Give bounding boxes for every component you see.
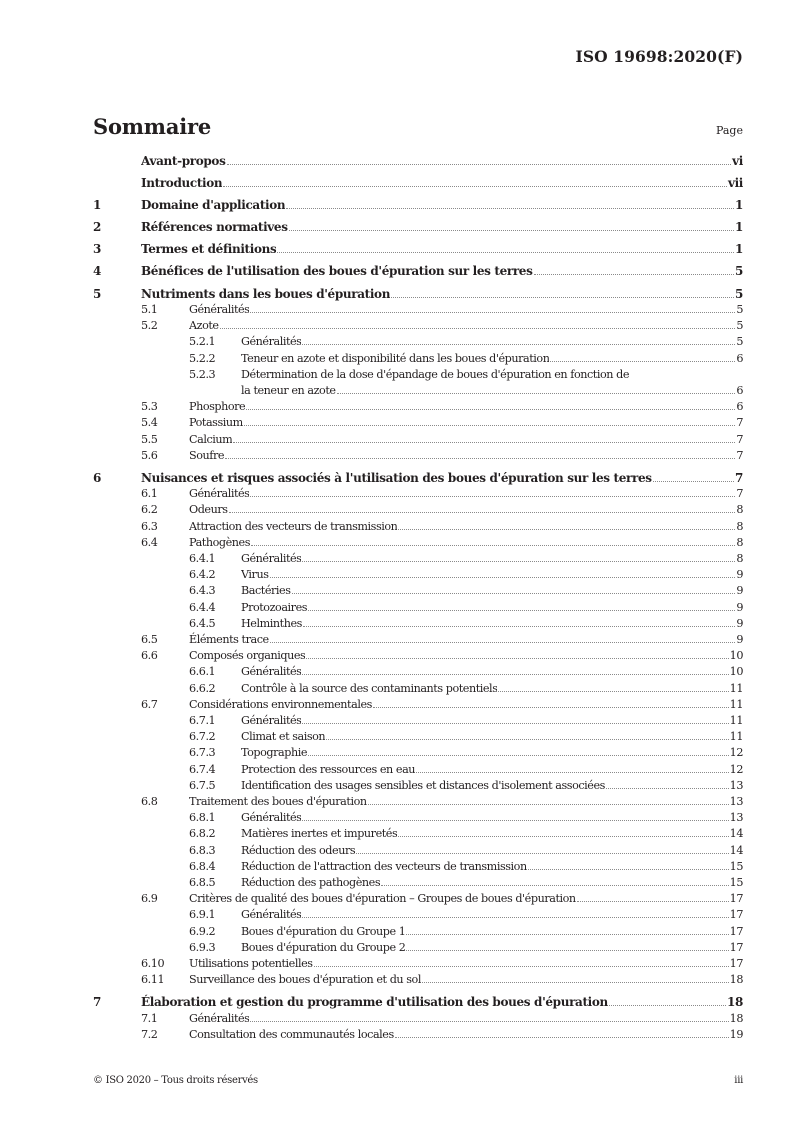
page-footer [93,1075,743,1086]
toc-entry[interactable] [93,351,743,367]
dot-leader [302,917,728,918]
toc-entry-label[interactable]: Pathogènes [189,535,250,549]
toc-entry-label[interactable]: Domaine d'application [141,198,286,213]
toc-entry[interactable] [93,664,743,680]
toc-entry-number: 6.9.3 [189,940,216,954]
toc-entry-label[interactable]: Contrôle à la source des contaminants potentiels [241,681,498,695]
toc-entry[interactable] [93,415,743,431]
toc-entry-label[interactable]: Soufre [189,448,225,462]
toc-entry[interactable] [93,729,743,745]
toc-entry-number: 7.2 [141,1027,158,1041]
toc-entry-label[interactable]: Élaboration et gestion du programme d'utilisation des boues d'épuration [141,995,608,1010]
dot-leader [250,312,735,313]
toc-entry-label[interactable]: Réduction des odeurs [241,843,356,857]
toc-entry-page[interactable]: 6 [736,400,743,414]
toc-entry[interactable] [93,875,743,891]
toc-entry-number: 6.5 [141,633,158,647]
toc-entry[interactable] [93,197,743,214]
dot-leader [270,577,736,578]
toc-entry-number: 4 [93,264,101,279]
toc-entry-number: 5.2.2 [189,351,216,365]
toc-entry-page[interactable]: 17 [729,908,743,922]
toc-entry-page[interactable]: 9 [736,568,743,582]
toc-entry-page[interactable]: 14 [729,827,743,841]
toc-entry[interactable] [93,940,743,956]
toc-entry-label[interactable]: Consultation des communautés locales [189,1027,394,1041]
toc-entry-label[interactable]: Généralités [241,335,302,349]
toc-entry-label[interactable]: Détermination de la dose d'épandage de boues d'épuration en fonction de [241,367,630,381]
toc-entry-page[interactable]: 1 [735,242,743,257]
toc-entry-page[interactable]: 1 [735,198,743,213]
toc-entry-page[interactable]: 9 [736,584,743,598]
toc-entry[interactable] [93,567,743,583]
toc-entry[interactable] [93,632,743,648]
toc-entry-number: 5.1 [141,303,158,317]
toc-entry-page[interactable]: 18 [729,1011,743,1025]
toc-entry-number: 6.7 [141,697,158,711]
toc-entry-page[interactable]: 19 [729,1027,743,1041]
toc-entry-number: 6.7.1 [189,714,216,728]
dot-leader [289,230,734,231]
toc-entry-page[interactable]: 15 [729,876,743,890]
dot-leader [577,901,729,902]
toc-entry[interactable] [93,241,743,258]
toc-entry-label[interactable]: Considérations environnementales [189,697,372,711]
toc-entry-page[interactable]: 9 [736,600,743,614]
toc-entry-number: 6.4.4 [189,600,216,614]
toc-entry-number: 6.4.2 [189,568,216,582]
toc-entry[interactable] [93,648,743,664]
toc-entry[interactable] [93,399,743,415]
toc-entry-label[interactable]: Nutriments dans les boues d'épuration [141,286,391,301]
dot-leader [302,674,728,675]
dot-leader [286,208,734,209]
toc-entry-page[interactable]: 12 [729,746,743,760]
toc-title-row [93,114,743,139]
toc-entry-label[interactable]: Boues d'épuration du Groupe 1 [241,924,406,938]
toc-entry[interactable] [93,583,743,599]
dot-leader [302,723,728,724]
toc-entry-label[interactable]: Généralités [189,303,250,317]
toc-entry[interactable] [93,470,743,487]
toc-entry-page[interactable]: 5 [735,286,743,301]
dot-leader [302,344,735,345]
toc-entry-page[interactable]: 5 [736,319,743,333]
toc-entry-number: 6.7.4 [189,762,216,776]
toc-entry-label[interactable]: Helminthes [241,616,302,630]
dot-leader [292,593,736,594]
toc-entry-number: 7.1 [141,1011,158,1025]
toc-entry-page[interactable]: 12 [729,762,743,776]
toc-entry-number: 6.9.2 [189,924,216,938]
toc-entry-page[interactable]: 9 [736,633,743,647]
toc-entry-page[interactable]: 5 [736,303,743,317]
dot-leader [368,804,729,805]
toc-entry-page[interactable]: 10 [729,665,743,679]
toc-entry-label[interactable]: Termes et définitions [141,242,277,257]
dot-leader [303,626,735,627]
toc-entry-number: 7 [93,995,101,1010]
toc-entry-number: 5 [93,286,101,301]
dot-leader [227,164,732,165]
toc-entry-label[interactable]: Traitement des boues d'épuration [189,795,367,809]
toc-entry[interactable] [93,1027,743,1043]
toc-entry[interactable] [93,713,743,729]
toc-entry-page[interactable]: 13 [729,795,743,809]
toc-entry-number: 6.9 [141,892,158,906]
toc-entry-label[interactable]: Attraction des vecteurs de transmission [189,519,398,533]
toc-entry-label[interactable]: Azote [189,319,219,333]
toc-entry-page[interactable]: 8 [736,519,743,533]
toc-entry-number: 6.7.3 [189,746,216,760]
toc-entry[interactable] [93,175,743,192]
toc-entry[interactable] [93,616,743,632]
page-column-label: Page [715,124,743,137]
toc-entry-number: 6.7.5 [189,778,216,792]
table-of-contents [93,153,743,1043]
toc-entry-label[interactable]: Protection des ressources en eau [241,762,416,776]
toc-entry-label[interactable]: Utilisations potentielles [189,957,313,971]
toc-entry-page[interactable]: vii [727,176,743,191]
toc-entry-page[interactable]: 17 [729,892,743,906]
dot-leader [606,788,729,789]
toc-entry-label[interactable]: Réduction des pathogènes [241,876,381,890]
toc-entry-number: 6.9.1 [189,908,216,922]
dot-leader [528,869,729,870]
toc-entry-number: 5.3 [141,400,158,414]
toc-entry-number: 6.3 [141,519,158,533]
dot-leader [250,496,735,497]
toc-entry[interactable] [93,697,743,713]
toc-entry-page[interactable]: 17 [729,957,743,971]
toc-entry-label[interactable]: Identification des usages sensibles et distances d'isolement associées [241,778,605,792]
toc-entry[interactable] [93,681,743,697]
toc-entry[interactable] [93,551,743,567]
toc-entry-label[interactable]: Climat et saison [241,730,326,744]
dot-leader [416,772,729,773]
dot-leader [223,186,727,187]
toc-entry[interactable] [93,810,743,826]
toc-entry-number: 5.5 [141,432,158,446]
toc-entry[interactable] [93,334,743,350]
document-id: ISO 19698:2020(F) [575,47,743,66]
toc-entry-number: 6.7.2 [189,730,216,744]
toc-entry-label[interactable]: Généralités [189,1011,250,1025]
toc-entry[interactable] [93,956,743,972]
toc-entry-page[interactable]: 17 [729,940,743,954]
dot-leader [229,512,736,513]
toc-entry[interactable] [93,924,743,940]
toc-entry[interactable] [93,153,743,170]
toc-entry-page[interactable]: 11 [729,714,743,728]
dot-leader [308,755,729,756]
toc-entry[interactable] [93,263,743,280]
toc-entry-number: 6.4.1 [189,552,216,565]
dot-leader [373,707,729,708]
toc-entry[interactable] [93,318,743,334]
toc-entry-label[interactable]: la teneur en azote [241,384,336,398]
toc-entry-number: 6.8.4 [189,859,216,873]
dot-leader [498,691,728,692]
toc-entry[interactable] [93,972,743,988]
toc-entry-page[interactable]: 13 [729,811,743,825]
toc-entry-label[interactable]: Odeurs [189,503,228,517]
toc-entry-label[interactable]: Phosphore [189,400,246,414]
toc-entry-label[interactable]: Généralités [241,665,302,679]
toc-entry-number: 6.8 [141,795,158,809]
toc-entry-label[interactable]: Références normatives [141,220,288,235]
toc-entry-number: 6.11 [141,973,165,987]
toc-entry[interactable] [93,745,743,761]
toc-entry-page[interactable]: 14 [729,843,743,857]
toc-entry-label[interactable]: Introduction [141,176,223,191]
toc-entry[interactable] [93,535,743,551]
toc-entry-label[interactable]: Généralités [189,487,250,501]
dot-leader [395,1037,729,1038]
toc-entry-number: 6.8.3 [189,843,216,857]
dot-leader [406,950,728,951]
toc-entry-page[interactable]: 5 [736,335,743,349]
toc-entry-page[interactable]: 7 [735,470,743,485]
dot-leader [277,252,734,253]
toc-entry-page[interactable]: 7 [736,487,743,501]
dot-leader [220,328,736,329]
toc-entry-number: 3 [93,242,101,257]
toc-entry[interactable] [93,778,743,794]
toc-entry-label[interactable]: Généralités [241,811,302,825]
toc-entry-number: 5.6 [141,448,158,462]
toc-entry-page[interactable]: 6 [736,351,743,365]
toc-entry-number: 2 [93,220,101,235]
dot-leader [233,442,735,443]
dot-leader [381,885,729,886]
toc-entry[interactable] [93,891,743,907]
toc-entry-label[interactable]: Généralités [241,714,302,728]
toc-entry-label[interactable]: Matières inertes et impuretés [241,827,398,841]
toc-entry-label[interactable]: Nuisances et risques associés à l'utilisation des boues d'épuration sur les terres [141,470,652,485]
toc-entry-label[interactable]: Surveillance des boues d'épuration et du sol [189,973,421,987]
dot-leader [422,982,729,983]
toc-entry-page[interactable]: 7 [736,416,743,430]
toc-entry[interactable] [93,794,743,810]
toc-entry[interactable] [93,859,743,875]
dot-leader [246,409,735,410]
dot-leader [609,1005,726,1006]
toc-entry[interactable] [93,502,743,518]
dot-leader [653,481,734,482]
dot-leader [250,1021,728,1022]
toc-entry-label[interactable]: Généralités [241,908,302,922]
toc-entry[interactable] [93,600,743,616]
toc-entry-number: 6.6 [141,649,158,663]
dot-leader [398,529,735,530]
toc-entry-page[interactable]: 18 [729,973,743,987]
dot-leader [306,658,728,659]
toc-entry-number: 6 [93,470,101,485]
toc-entry-label[interactable]: Composés organiques [189,649,306,663]
toc-entry-number: 6.8.2 [189,827,216,841]
dot-leader [225,458,735,459]
dot-leader [406,934,728,935]
toc-entry[interactable] [93,302,743,318]
dot-leader [302,561,735,562]
toc-entry[interactable] [93,519,743,535]
toc-entry[interactable] [93,286,743,303]
toc-entry-label[interactable]: Réduction de l'attraction des vecteurs de transmission [241,859,527,873]
dot-leader [314,966,729,967]
toc-entry-page[interactable]: 7 [736,448,743,462]
toc-entry[interactable] [93,907,743,923]
toc-entry-page[interactable]: 17 [729,924,743,938]
toc-entry-number: 6.8.1 [189,811,216,825]
toc-entry-number: 1 [93,198,101,213]
toc-entry[interactable] [93,486,743,502]
toc-entry-page[interactable]: 1 [735,220,743,235]
dot-leader [550,361,735,362]
toc-entry-label[interactable]: Virus [241,568,269,582]
toc-entry[interactable] [93,219,743,236]
toc-entry-number: 5.2 [141,319,158,333]
dot-leader [337,393,736,394]
toc-entry[interactable] [93,843,743,859]
toc-entry-label[interactable]: Généralités [241,552,302,565]
toc-entry-number: 6.10 [141,957,165,971]
toc-entry-page[interactable]: 15 [729,859,743,873]
toc-entry-label[interactable]: Boues d'épuration du Groupe 2 [241,940,406,954]
dot-leader [326,739,728,740]
toc-entry-number: 6.1 [141,487,158,501]
toc-entry-page[interactable]: 8 [736,503,743,517]
dot-leader [270,642,736,643]
toc-entry[interactable] [93,448,743,464]
toc-entry-number: 6.4.5 [189,616,216,630]
toc-entry-number: 5.2.3 [189,367,216,381]
toc-entry-number: 5.4 [141,416,158,430]
copyright-notice: © ISO 2020 – Tous droits réservés [93,1075,258,1086]
toc-entry-page[interactable]: 11 [729,697,743,711]
toc-entry-label[interactable]: Topographie [241,746,308,760]
toc-entry[interactable] [93,762,743,778]
toc-entry[interactable] [93,994,743,1011]
dot-leader [244,425,736,426]
toc-entry-label[interactable]: Éléments trace [189,633,269,647]
toc-entry-label[interactable]: Critères de qualité des boues d'épuration – Groupes de boues d'épuration [189,892,576,906]
toc-title: Sommaire [93,114,212,139]
toc-entry-page[interactable]: 5 [735,264,743,279]
toc-entry-label[interactable]: Bénéfices de l'utilisation des boues d'épuration sur les terres [141,264,533,279]
dot-leader [534,274,735,275]
dot-leader [356,853,729,854]
toc-entry-page[interactable]: vi [732,154,743,168]
toc-entry-number: 5.2.1 [189,335,216,349]
toc-entry-page[interactable]: 10 [729,649,743,663]
dot-leader [398,836,728,837]
toc-entry-page[interactable]: 8 [736,535,743,549]
toc-entry-page[interactable]: 8 [736,552,743,565]
dot-leader [308,610,735,611]
toc-entry-label[interactable]: Avant-propos [141,154,226,168]
dot-leader [302,820,728,821]
toc-entry[interactable] [93,383,743,399]
toc-entry-page[interactable]: 11 [729,730,743,744]
toc-entry[interactable] [93,1011,743,1027]
toc-entry-number: 6.6.1 [189,665,216,679]
toc-entry-number: 6.4 [141,535,158,549]
dot-leader [391,297,734,298]
dot-leader [251,545,735,546]
toc-entry-number: 6.2 [141,503,158,517]
toc-entry[interactable] [93,367,743,383]
toc-entry[interactable] [93,826,743,842]
toc-entry[interactable] [93,432,743,448]
toc-entry-label[interactable]: Bactéries [241,584,291,598]
toc-entry-label[interactable]: Teneur en azote et disponibilité dans les boues d'épuration [241,351,550,365]
toc-entry-label[interactable]: Potassium [189,416,243,430]
toc-entry-page[interactable]: 9 [736,616,743,630]
toc-entry-page[interactable]: 13 [729,778,743,792]
toc-entry-page[interactable]: 11 [729,681,743,695]
toc-entry-number: 6.6.2 [189,681,216,695]
toc-entry-number: 6.4.3 [189,584,216,598]
toc-entry-label[interactable]: Protozoaires [241,600,308,614]
toc-entry-page[interactable]: 18 [727,995,743,1010]
toc-entry-label[interactable]: Calcium [189,432,233,446]
toc-entry-number: 6.8.5 [189,876,216,890]
toc-entry-page[interactable]: 6 [736,384,743,398]
toc-entry-page[interactable]: 7 [736,432,743,446]
page-number: iii [734,1075,743,1086]
